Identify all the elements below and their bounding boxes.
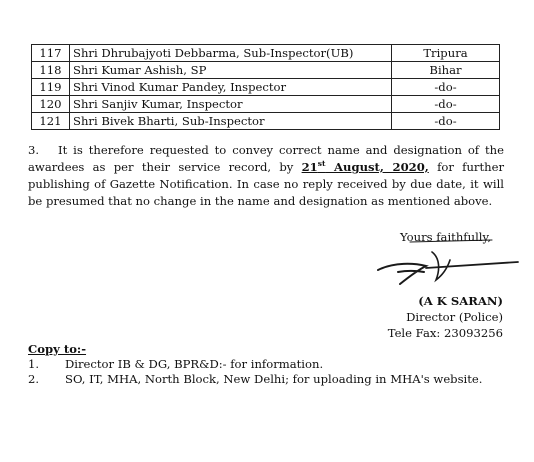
awardee-state: -do- [392, 113, 500, 130]
due-date [302, 160, 429, 174]
copy-item-text: SO, IT, MHA, North Block, New Delhi; for uploading in MHA's website. [65, 372, 483, 386]
awardee-name: Shri Vinod Kumar Pandey, Inspector [70, 79, 392, 96]
awardee-name: Shri Dhrubajyoti Debbarma, Sub-Inspector(UB) [70, 45, 392, 62]
list-item [28, 357, 482, 372]
signatory-name: (A K SARAN) [418, 294, 503, 308]
copy-to-heading: Copy to:- [28, 342, 87, 356]
awardee-name: Shri Bivek Bharti, Sub-Inspector [70, 113, 392, 130]
copy-item-number: 1. [28, 357, 40, 371]
handwritten-signature [374, 232, 524, 292]
paragraph-number: 3. [28, 143, 40, 157]
due-date-rest: August, 2020, [325, 160, 429, 174]
copy-item-text: Director IB & DG, BPR&D:- for information. [65, 357, 324, 371]
table-row [32, 62, 500, 79]
yours-faithfully: Yours faithfully, [400, 230, 492, 244]
row-number: 121 [32, 113, 70, 130]
signatory-designation: Director (Police) [406, 310, 503, 324]
due-date-suffix: st [317, 159, 326, 168]
request-paragraph [28, 142, 504, 210]
due-date-day: 21 [301, 160, 318, 174]
awardee-state: Tripura [392, 45, 500, 62]
paragraph-text-before: It is therefore requested to convey correct name and designation of the awardees as per their service record, by [28, 143, 504, 174]
awardee-state: -do- [392, 96, 500, 113]
awardee-name: Shri Kumar Ashish, SP [70, 62, 392, 79]
copy-item-number: 2. [28, 372, 40, 386]
awardee-state: Bihar [392, 62, 500, 79]
row-number: 117 [32, 45, 70, 62]
row-number: 119 [32, 79, 70, 96]
table-row [32, 96, 500, 113]
signatory-block [388, 293, 503, 341]
table-row [32, 45, 500, 62]
signatory-telefax: Tele Fax: 23093256 [387, 326, 503, 340]
row-number: 120 [32, 96, 70, 113]
awardee-name: Shri Sanjiv Kumar, Inspector [70, 96, 392, 113]
awardees-table [31, 44, 500, 130]
paragraph-text-after: for further publishing of Gazette Notification. In case no reply received by due date, it will be presumed that no change in the name and designation as mentioned above. [28, 160, 504, 208]
list-item [28, 372, 482, 387]
row-number: 118 [32, 62, 70, 79]
awardee-state: -do- [392, 79, 500, 96]
table-row [32, 113, 500, 130]
table-row [32, 79, 500, 96]
copy-to-section [28, 342, 482, 387]
